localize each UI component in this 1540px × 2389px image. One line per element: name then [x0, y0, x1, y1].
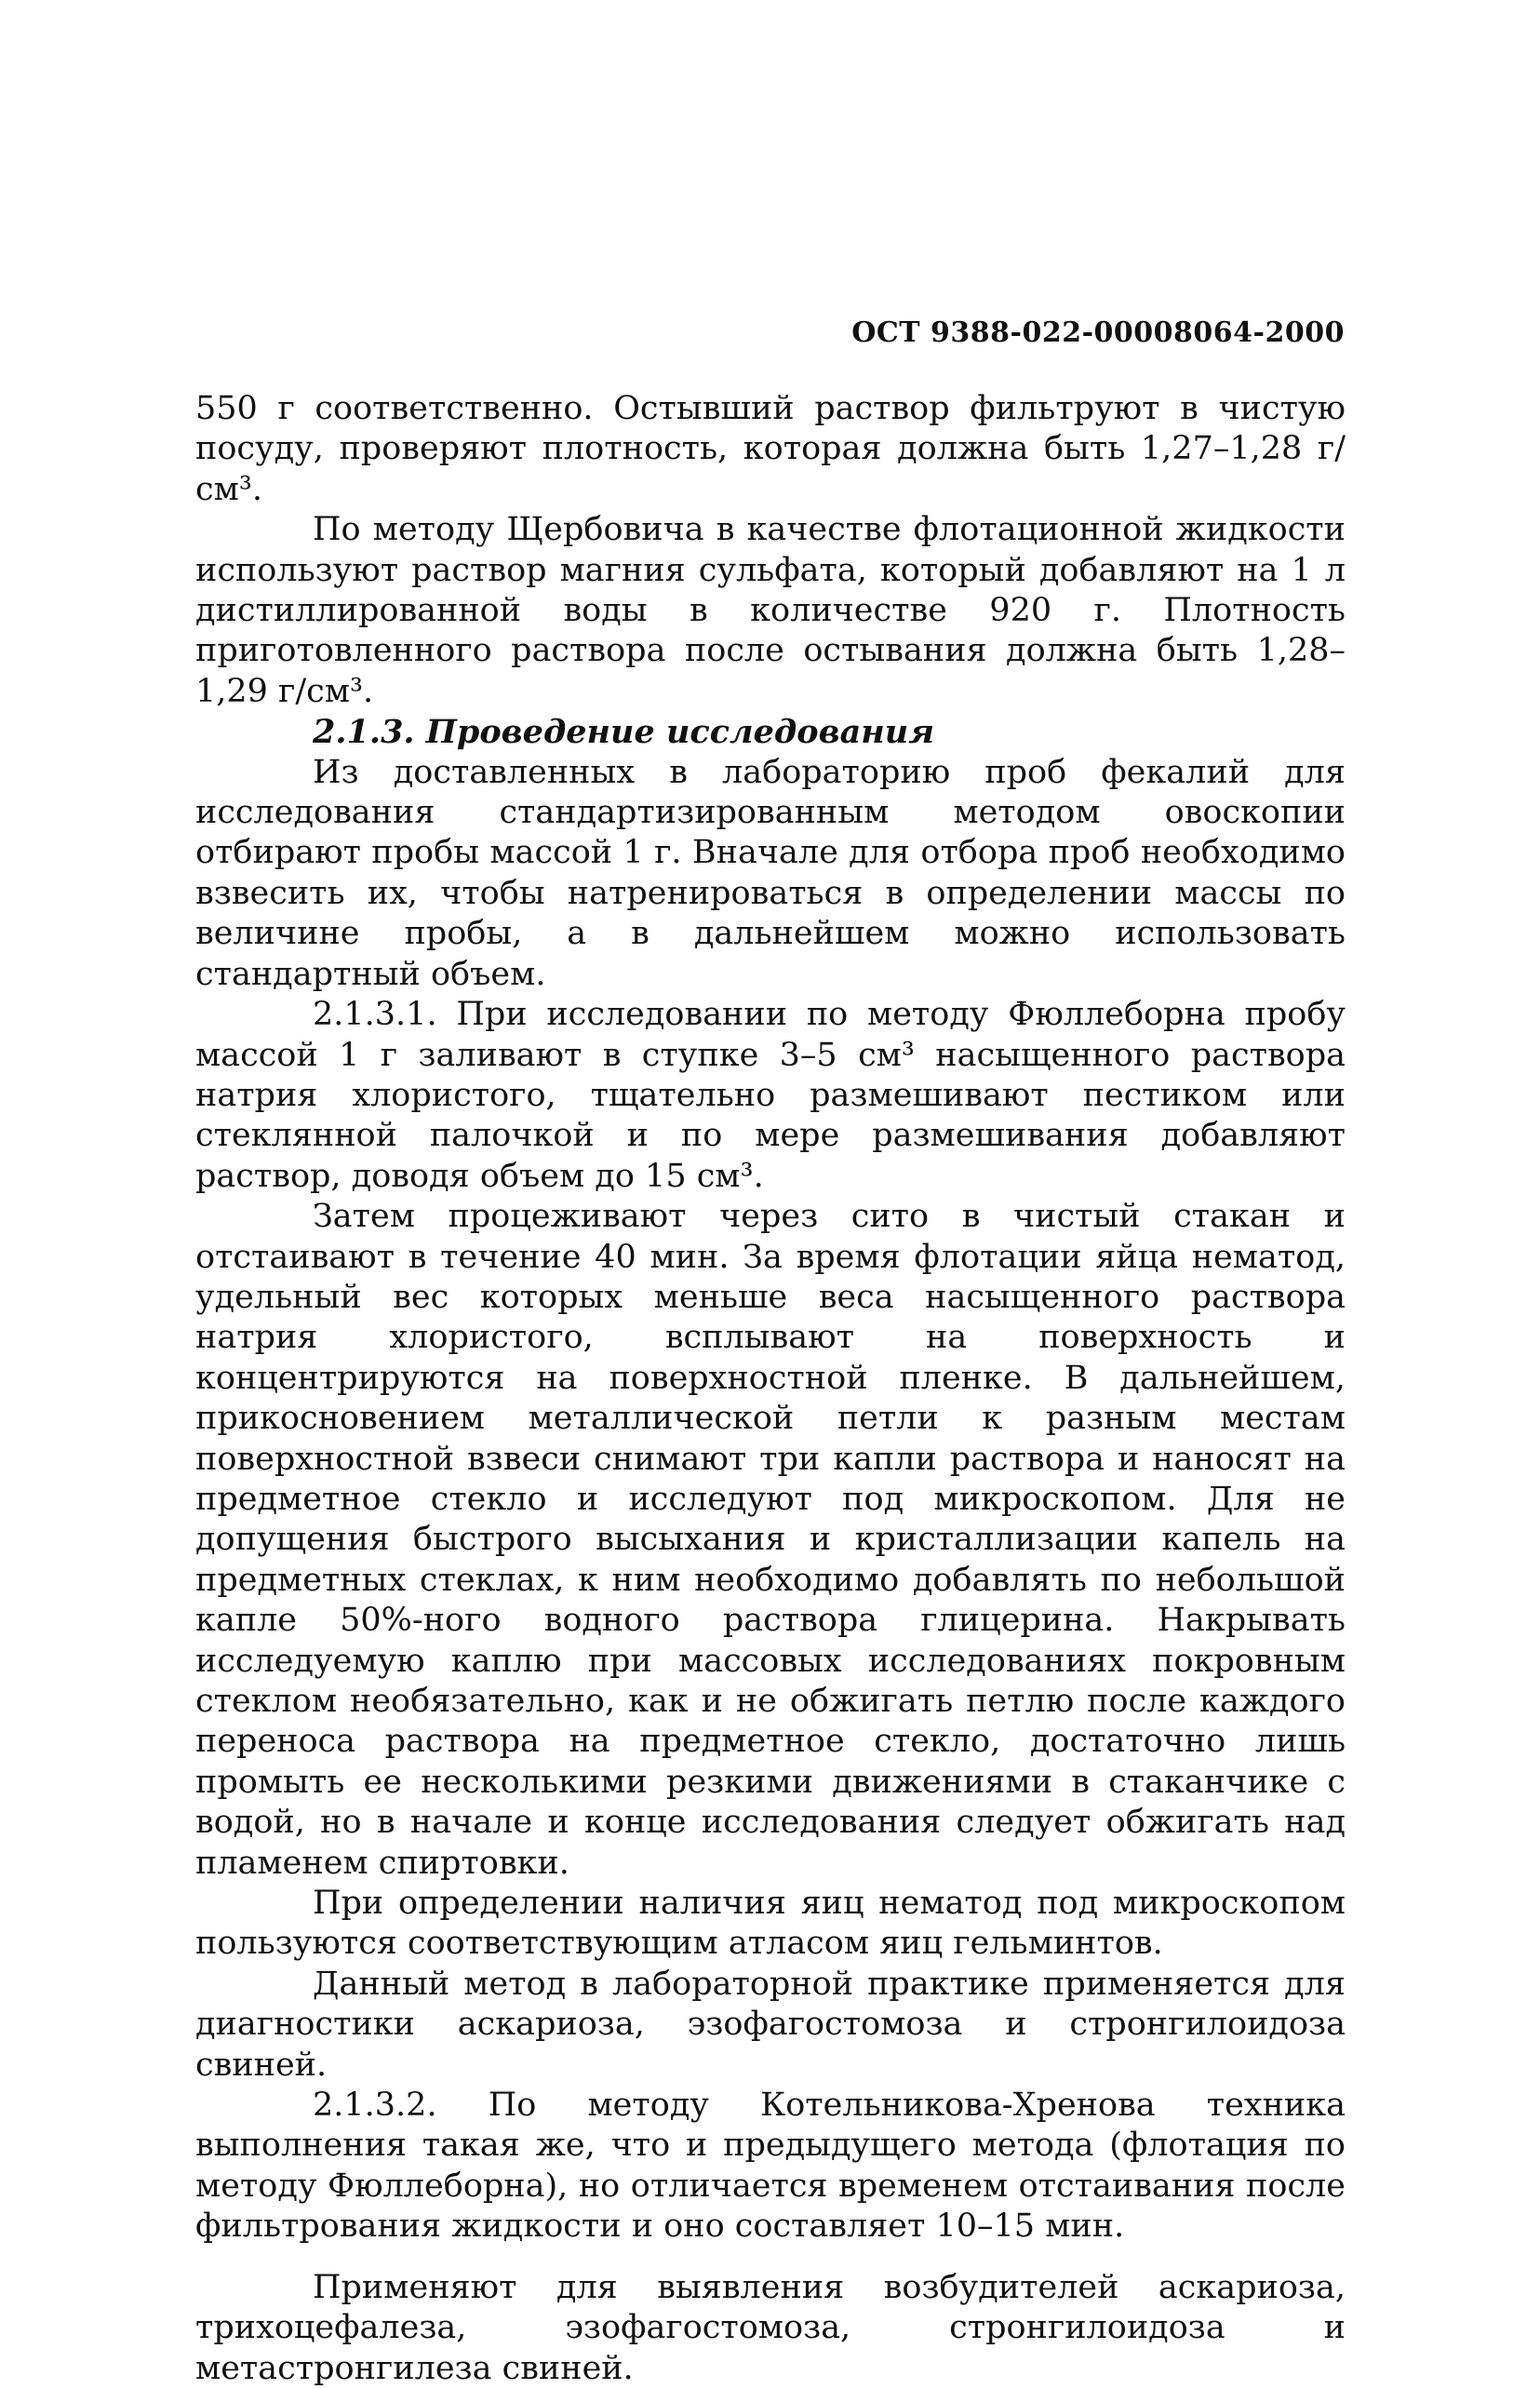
- paragraph-section-2-1-3-2: 2.1.3.2. По методу Котельникова-Хренова техника выполнения такая же, что и предыдущего метода (флотация по методу Фюллеборна), но отличается временем отстаивания после фильтрования жидкости и оно составляет 10–15 мин.: [195, 2087, 1346, 2246]
- paragraph-sample-selection: Из доставленных в лабораторию проб фекалий для исследования стандартизированным методом овоскопии отбирают пробы массой 1 г. Вначале для отбора проб необходимо взвесить их, чтобы натренироваться в определении массы по величине пробы, а в дальнейшем можно использовать стандартный объем.: [195, 753, 1346, 993]
- paragraph-flotation-procedure: Затем процеживают через сито в чистый стакан и отстаивают в течение 40 мин. За время флотации яйца нематод, удельный вес которых меньше веса насыщенного раствора натрия хлористого, всплывают на поверхность и концентрируются на поверхностной пленке. В дальнейшем, прикосновением металлической петли к разным местам поверхностной взвеси снимают три капли раствора и наносят на предметное стекло и исследуют под микроскопом. Для не допущения быстрого высыхания и кристаллизации капель на предметных стеклах, к ним необходимо добавлять по небольшой капле 50%-ного водного раствора глицерина. Накрывать исследуемую каплю при массовых исследованиях покровным стеклом необязательно, как и не обжигать петлю после каждого переноса раствора на предметное стекло, достаточно лишь промыть ее несколькими резкими движениями в стаканчике с водой, но в начале и конце исследования следует обжигать над пламенем спиртовки.: [195, 1198, 1346, 1882]
- paragraph-section-2-1-3-1: 2.1.3.1. При исследовании по методу Фюллеборна пробу массой 1 г заливают в ступке 3–5 см³ насыщенного раствора натрия хлористого, тщательно размешивают пестиком или стеклянной палочкой и по мере размешивания добавляют раствор, доводя объем до 15 см³.: [195, 996, 1346, 1195]
- document-code-header: ОСТ 9388-022-00008064-2000: [851, 316, 1345, 349]
- paragraph-scherbovich-method: По методу Щербовича в качестве флотационной жидкости используют раствор магния сульфата, который добавляют на 1 л дистиллированной воды в количестве 920 г. Плотность приготовленного раствора после остывания должна быть 1,28–1,29 г/см³.: [195, 511, 1346, 710]
- paragraph-atlas-usage: При определении наличия яиц нематод под микроскопом пользуются соответствующим атласом яиц гельминтов.: [195, 1885, 1346, 1963]
- document-body: [195, 389, 1346, 2389]
- section-heading-2-1-3: 2.1.3. Проведение исследования: [313, 713, 935, 752]
- paragraph-method-application: Данный метод в лабораторной практике применяется для диагностики аскариоза, эзофагостомоза и стронгилоидоза свиней.: [195, 1965, 1346, 2084]
- paragraph-kotelnikov-application: Применяют для выявления возбудителей аскариоза, трихоцефалеза, эзофагостомоза, стронгилоидоза и метастронгилеза свиней.: [195, 2268, 1346, 2387]
- paragraph-continuation: 550 г соответственно. Остывший раствор фильтруют в чистую посуду, проверяют плотность, которая должна быть 1,27–1,28 г/см³.: [195, 390, 1346, 508]
